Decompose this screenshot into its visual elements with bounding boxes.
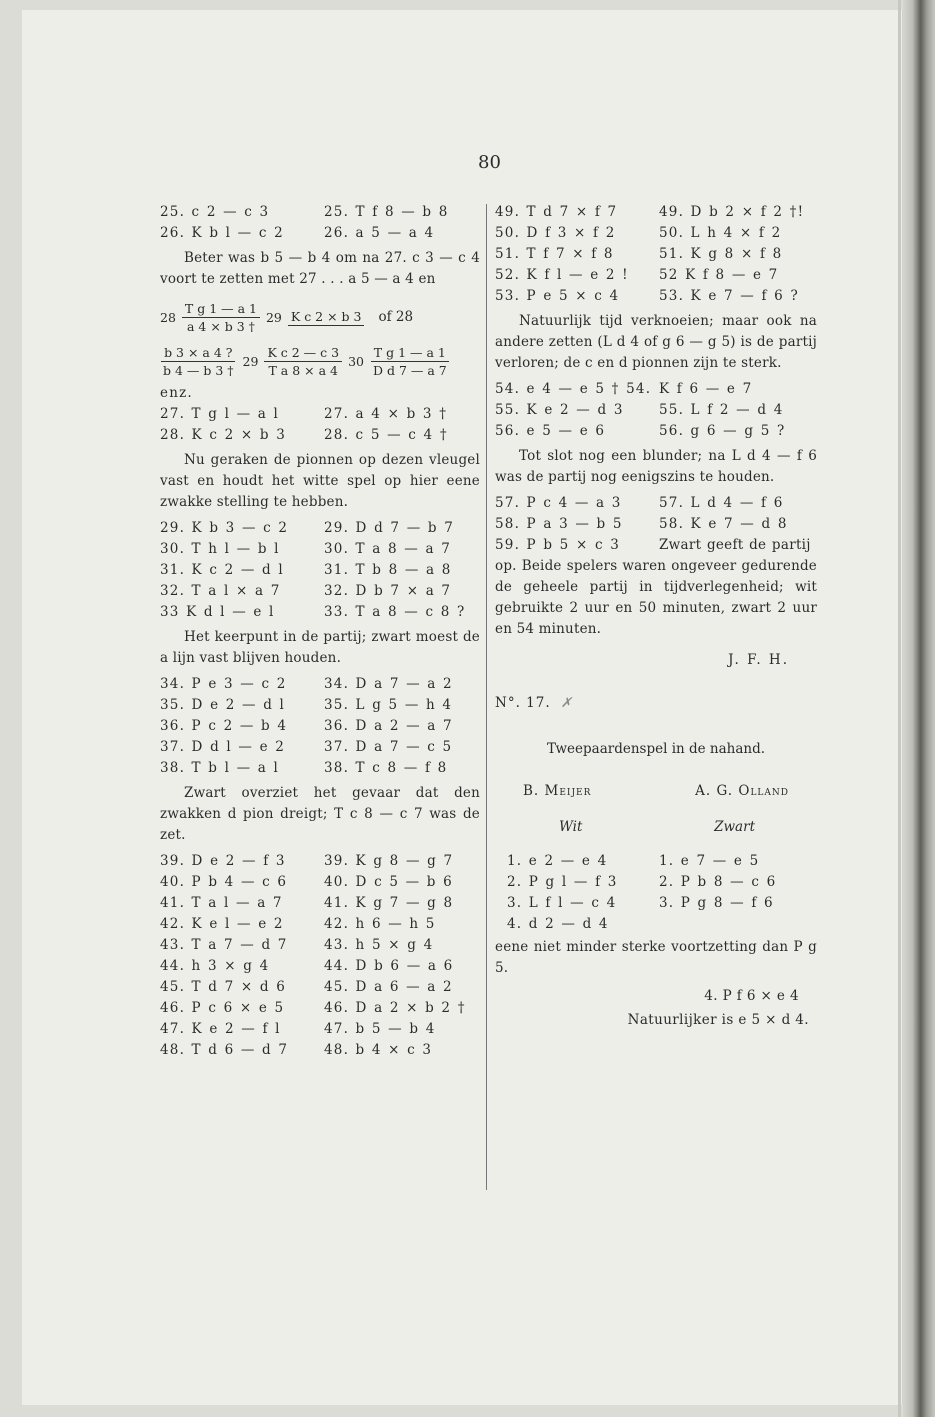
move-row: [495, 535, 817, 556]
comment-paragraph: op. Beide spelers waren ongeveer gedurende de geheele partij in tijdverlegenheid; wit gebruikte 2 uur en 50 minuten, zwart 2 uur en 54 minuten.: [495, 558, 817, 637]
white-move: 52. K f l — e 2 !: [495, 267, 629, 283]
black-move: 28. c 5 — c 4 †: [324, 427, 448, 443]
move-row: [160, 1019, 480, 1040]
black-move: 39. K g 8 — g 7: [324, 853, 454, 869]
comment-paragraph: Natuurlijk tijd verknoeien; maar ook na andere zetten (L d 4 of g 6 — g 5) is de partij verloren; de c en d pionnen zijn te sterk.: [495, 313, 817, 371]
black-move: 49. D b 2 × f 2 †!: [659, 204, 805, 220]
game-number: [495, 685, 817, 721]
white-move: 46. P c 6 × e 5: [160, 1000, 285, 1016]
opening-name: Tweepaardenspel in de nahand.: [546, 741, 766, 757]
move-number: 29: [265, 309, 282, 325]
black-move: 52 K f 8 — e 7: [659, 267, 779, 283]
move-row: [495, 872, 817, 893]
black-move: 32. D b 7 × a 7: [324, 583, 452, 599]
move-row: [160, 935, 480, 956]
move-row: [160, 998, 480, 1019]
white-move: 35. D e 2 — d l: [160, 697, 286, 713]
black-move: 53. K e 7 — f 6 ?: [659, 288, 799, 304]
white-move: 44. h 3 × g 4: [160, 958, 270, 974]
black-move: 40. D c 5 — b 6: [324, 874, 453, 890]
fraction-denominator: b 4 — b 3 †: [163, 362, 234, 378]
right-column: [495, 202, 817, 1032]
black-move: 25. T f 8 — b 8: [324, 204, 449, 220]
move-line: 4. P f 6 × e 4: [704, 988, 799, 1004]
white-move: 58. P a 3 — b 5: [495, 516, 623, 532]
white-move: 25. c 2 — c 3: [160, 204, 270, 220]
black-move: 27. a 4 × b 3 †: [324, 406, 448, 422]
black-move: 45. D a 6 — a 2: [324, 979, 453, 995]
label-white: Wit: [559, 819, 583, 835]
fraction-numerator: K c 2 — c 3: [264, 344, 342, 362]
move-row: [495, 493, 817, 514]
page-edge: [898, 0, 901, 1417]
variation-line: [160, 295, 480, 339]
move-row: [160, 404, 480, 425]
player-white: B. Meijer: [523, 783, 592, 799]
move-row: [160, 737, 480, 758]
fraction-numerator: T g 1 — a 1: [182, 300, 260, 318]
move-row: [160, 223, 480, 244]
black-move: 41. K g 7 — g 8: [324, 895, 454, 911]
book-spine: [903, 0, 935, 1417]
white-move: 2. P g l — f 3: [507, 874, 618, 890]
move-row: [160, 560, 480, 581]
fraction-denominator: T a 8 × a 4: [268, 362, 338, 378]
white-move: 57. P c 4 — a 3: [495, 495, 622, 511]
white-move: 53. P e 5 × c 4: [495, 288, 620, 304]
black-move: 33. T a 8 — c 8 ?: [324, 604, 466, 620]
black-move: 1. e 7 — e 5: [659, 853, 760, 869]
move-row: [160, 758, 480, 779]
black-move: 42. h 6 — h 5: [324, 916, 436, 932]
white-move: 1. e 2 — e 4: [507, 853, 608, 869]
move-row: [495, 286, 817, 307]
move-row: [495, 400, 817, 421]
comment-paragraph: eene niet minder sterke voortzetting dan P g 5.: [495, 939, 817, 976]
black-move: K f 6 — e 7: [659, 381, 753, 397]
move-row: [160, 1040, 480, 1061]
white-move: 49. T d 7 × f 7: [495, 204, 618, 220]
fraction-numerator: K c 2 × b 3: [288, 308, 365, 326]
variation-line: [160, 339, 480, 383]
white-move: 33 K d l — e l: [160, 604, 275, 620]
move-row: [160, 581, 480, 602]
black-move: 34. D a 7 — a 2: [324, 676, 453, 692]
white-move: 32. T a l × a 7: [160, 583, 281, 599]
black-move: 37. D a 7 — c 5: [324, 739, 453, 755]
comment-paragraph: Tot slot nog een blunder; na L d 4 — f 6 was de partij nog eenigszins te houden.: [495, 448, 817, 485]
move-row: [160, 695, 480, 716]
players-row: [495, 773, 817, 809]
black-move: 2. P b 8 — c 6: [659, 874, 777, 890]
move-row: [495, 914, 817, 935]
white-move: 30. T h l — b l: [160, 541, 280, 557]
white-move: 43. T a 7 — d 7: [160, 937, 288, 953]
comment-paragraph: Beter was b 5 — b 4 om na 27. c 3 — c 4 voort te zetten met 27 . . . a 5 — a 4 en: [160, 250, 480, 287]
annotator-signature: J. F. H.: [728, 652, 789, 668]
white-move: 41. T a l — a 7: [160, 895, 283, 911]
move-row: [160, 914, 480, 935]
white-move: 37. D d l — e 2: [160, 739, 286, 755]
move-number: 29: [242, 353, 259, 369]
move-row: [160, 851, 480, 872]
white-move: 3. L f l — c 4: [507, 895, 617, 911]
comment-paragraph: Zwart overziet het gevaar dat den zwakken d pion dreigt; T c 8 — c 7 was de zet.: [160, 785, 480, 843]
move-row: [160, 425, 480, 446]
white-move: 38. T b l — a l: [160, 760, 280, 776]
move-row: [495, 379, 817, 400]
move-row: [160, 977, 480, 998]
black-move: 50. L h 4 × f 2: [659, 225, 782, 241]
variation-fraction: [182, 300, 260, 335]
column-divider: [486, 204, 487, 1190]
white-move: 31. K c 2 — d l: [160, 562, 284, 578]
black-move: 44. D b 6 — a 6: [324, 958, 454, 974]
black-move: 3. P g 8 — f 6: [659, 895, 774, 911]
move-row: [160, 539, 480, 560]
move-row: [160, 872, 480, 893]
black-move: 48. b 4 × c 3: [324, 1042, 433, 1058]
white-move: 34. P e 3 — c 2: [160, 676, 287, 692]
black-move: 56. g 6 — g 5 ?: [659, 423, 786, 439]
white-move: 27. T g l — a l: [160, 406, 280, 422]
colors-row: [495, 809, 817, 845]
white-move: 59. P b 5 × c 3: [495, 537, 620, 553]
white-move: 48. T d 6 — d 7: [160, 1042, 289, 1058]
move-row: [160, 674, 480, 695]
variation-fraction: [160, 344, 237, 379]
white-move: 29. K b 3 — c 2: [160, 520, 289, 536]
white-move: 42. K e l — e 2: [160, 916, 284, 932]
move-row: [495, 421, 817, 442]
move-number: 28: [160, 309, 176, 325]
move-row: [495, 202, 817, 223]
white-move: 56. e 5 — e 6: [495, 423, 606, 439]
move-row: [160, 202, 480, 223]
variation-fraction: [288, 308, 365, 326]
white-move: 55. K e 2 — d 3: [495, 402, 624, 418]
move-number: 30: [348, 353, 364, 369]
white-move: 26. K b l — c 2: [160, 225, 284, 241]
fraction-numerator: b 3 × a 4 ?: [161, 344, 235, 362]
white-move: 54. e 4 — e 5 † 54.: [495, 381, 652, 397]
variation-fraction: [264, 344, 342, 379]
black-move: 58. K e 7 — d 8: [659, 516, 788, 532]
enz-text: enz.: [160, 385, 193, 401]
variation-fraction: [370, 344, 450, 379]
fraction-numerator: T g 1 — a 1: [371, 344, 449, 362]
black-move: Zwart geeft de partij: [659, 537, 811, 553]
black-move: 36. D a 2 — a 7: [324, 718, 453, 734]
white-move: 4. d 2 — d 4: [507, 916, 609, 932]
black-move: 26. a 5 — a 4: [324, 225, 435, 241]
white-move: 51. T f 7 × f 8: [495, 246, 614, 262]
white-move: 50. D f 3 × f 2: [495, 225, 616, 241]
move-row: [495, 244, 817, 265]
move-row: [160, 893, 480, 914]
left-column: [160, 202, 480, 1061]
white-move: 47. K e 2 — f l: [160, 1021, 281, 1037]
player-black: A. G. Olland: [695, 783, 789, 799]
move-row: [160, 956, 480, 977]
move-row: [495, 893, 817, 914]
pencil-mark: ✗: [560, 695, 573, 711]
black-move: 46. D a 2 × b 2 †: [324, 1000, 466, 1016]
white-move: 39. D e 2 — f 3: [160, 853, 286, 869]
comment-paragraph: Nu geraken de pionnen op dezen vleugel vast en houdt het witte spel op hier eene zwakke stelling te hebben.: [160, 452, 480, 510]
move-row: [160, 518, 480, 539]
comment-paragraph: Het keerpunt in de partij; zwart moest de a lijn vast blijven houden.: [160, 629, 480, 666]
move-row: [495, 265, 817, 286]
white-move: 40. P b 4 — c 6: [160, 874, 288, 890]
black-move: 57. L d 4 — f 6: [659, 495, 784, 511]
label-black: Zwart: [714, 819, 755, 835]
move-row: [160, 602, 480, 623]
black-move: 55. L f 2 — d 4: [659, 402, 784, 418]
black-move: 47. b 5 — b 4: [324, 1021, 436, 1037]
black-move: 35. L g 5 — h 4: [324, 697, 453, 713]
variation-tail: of 28: [378, 309, 414, 325]
black-move: 38. T c 8 — f 8: [324, 760, 448, 776]
move-row: [160, 716, 480, 737]
black-move: 29. D d 7 — b 7: [324, 520, 455, 536]
comment-line: Natuurlijker is e 5 × d 4.: [627, 1012, 809, 1028]
white-move: 36. P c 2 — b 4: [160, 718, 288, 734]
black-move: 30. T a 8 — a 7: [324, 541, 451, 557]
black-move: 51. K g 8 × f 8: [659, 246, 783, 262]
white-move: 28. K c 2 × b 3: [160, 427, 286, 443]
move-row: [495, 514, 817, 535]
fraction-denominator: a 4 × b 3 †: [186, 318, 255, 334]
black-move: 31. T b 8 — a 8: [324, 562, 452, 578]
page-number: 80: [478, 152, 501, 173]
black-move: 43. h 5 × g 4: [324, 937, 434, 953]
white-move: 45. T d 7 × d 6: [160, 979, 286, 995]
game-number-label: N°. 17.: [495, 695, 551, 711]
move-row: [495, 851, 817, 872]
fraction-denominator: D d 7 — a 7: [372, 362, 447, 378]
move-row: [495, 223, 817, 244]
